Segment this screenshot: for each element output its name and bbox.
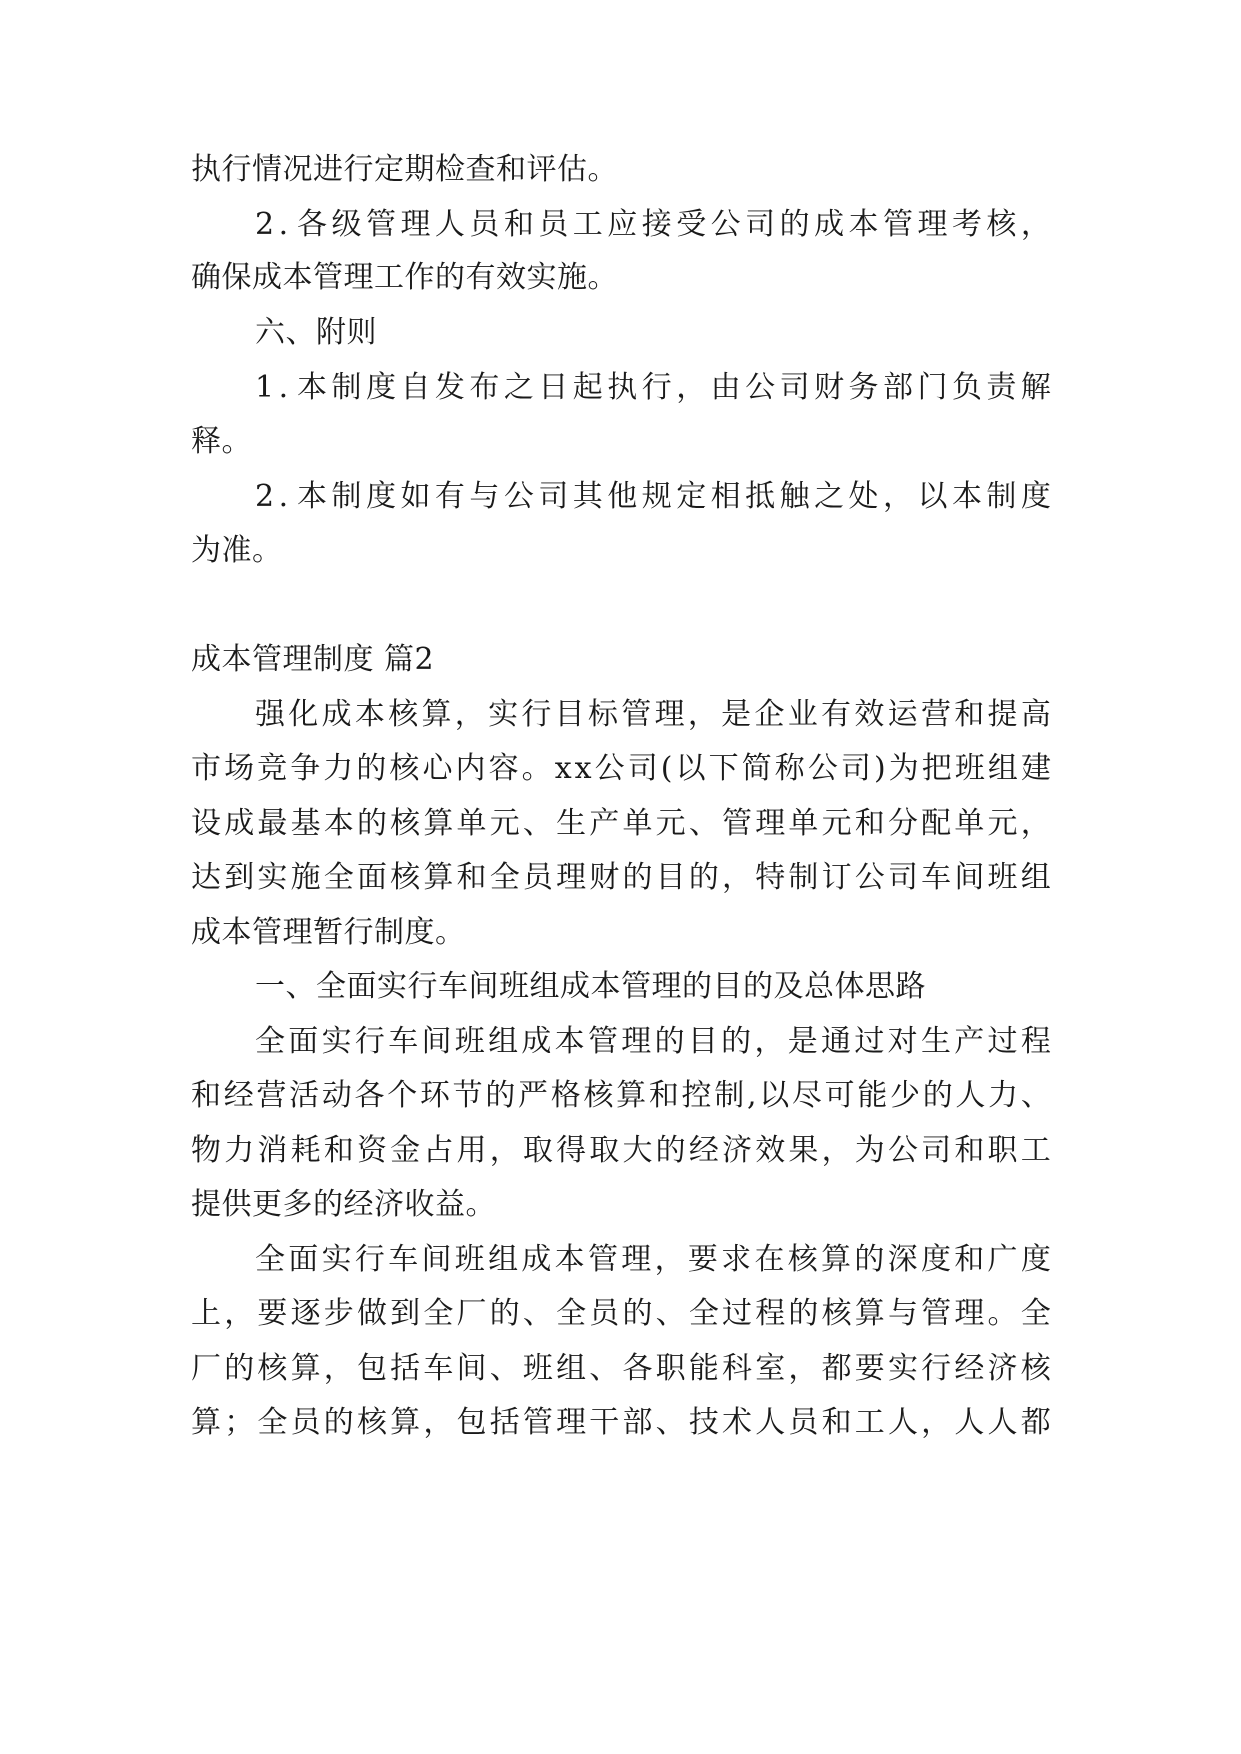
text-line: 2 . 各 级 管 理 人 员 和 员 工 应 接 受 公 司 的 成 本 管 理 考 核 ， [255, 207, 1051, 242]
text-line: 和 经 营 活 动 各 个 环 节 的 严 格 核 算 和 控 制 , 以 尽 可 能 少 的 人 力 、 [191, 1078, 1051, 1113]
text-line: 全 面 实 行 车 间 班 组 成 本 管 理 ， 要 求 在 核 算 的 深 度 和 广 度 [255, 1242, 1051, 1277]
text-line: 全 面 实 行 车 间 班 组 成 本 管 理 的 目 的 ， 是 通 过 对 生 产 过 程 [255, 1024, 1051, 1059]
text-line: 达 到 实 施 全 面 核 算 和 全 员 理 财 的 目 的 ， 特 制 订 公 司 车 间 班 组 [191, 860, 1051, 895]
text-line: 物 力 消 耗 和 资 金 占 用 ， 取 得 取 大 的 经 济 效 果 ， 为 公 司 和 职 工 [191, 1133, 1051, 1168]
text-line: 算 ； 全 员 的 核 算 ， 包 括 管 理 干 部 、 技 术 人 员 和 工 人 ， 人 人 都 [191, 1405, 1051, 1440]
text-line: 强 化 成 本 核 算 ， 实 行 目 标 管 理 ， 是 企 业 有 效 运 营 和 提 高 [255, 697, 1051, 732]
text-line: 市 场 竞 争 力 的 核 心 内 容 。 x x 公 司 ( 以 下 简 称 公 司 ) 为 把 班 组 建 [191, 751, 1051, 786]
text-line: 确保成本管理工作的有效实施。 [191, 260, 618, 295]
text-line: 2 . 本 制 度 如 有 与 公 司 其 他 规 定 相 抵 触 之 处 ， 以 本 制 度 [255, 479, 1051, 514]
text-line: 设 成 最 基 本 的 核 算 单 元 、 生 产 单 元 、 管 理 单 元 和 分 配 单 元 ， [191, 806, 1051, 841]
text-line: 上 ， 要 逐 步 做 到 全 厂 的 、 全 员 的 、 全 过 程 的 核 算 与 管 理 。 全 [191, 1296, 1051, 1331]
text-line: 执行情况进行定期检查和评估。 [191, 152, 618, 187]
section-heading: 一、全面实行车间班组成本管理的目的及总体思路 [255, 969, 926, 1004]
text-line: 为准。 [191, 533, 283, 568]
text-line: 厂 的 核 算 ， 包 括 车 间 、 班 组 、 各 职 能 科 室 ， 都 要 实 行 经 济 核 [191, 1351, 1051, 1386]
text-line: 释。 [191, 424, 252, 459]
text-line: 成本管理暂行制度。 [191, 915, 466, 950]
article-title: 成本管理制度 篇2 [191, 642, 435, 677]
text-line: 1 . 本 制 度 自 发 布 之 日 起 执 行 ， 由 公 司 财 务 部 门 负 责 解 [255, 370, 1051, 405]
section-heading: 六、附则 [255, 315, 377, 350]
text-line: 提供更多的经济收益。 [191, 1187, 496, 1222]
